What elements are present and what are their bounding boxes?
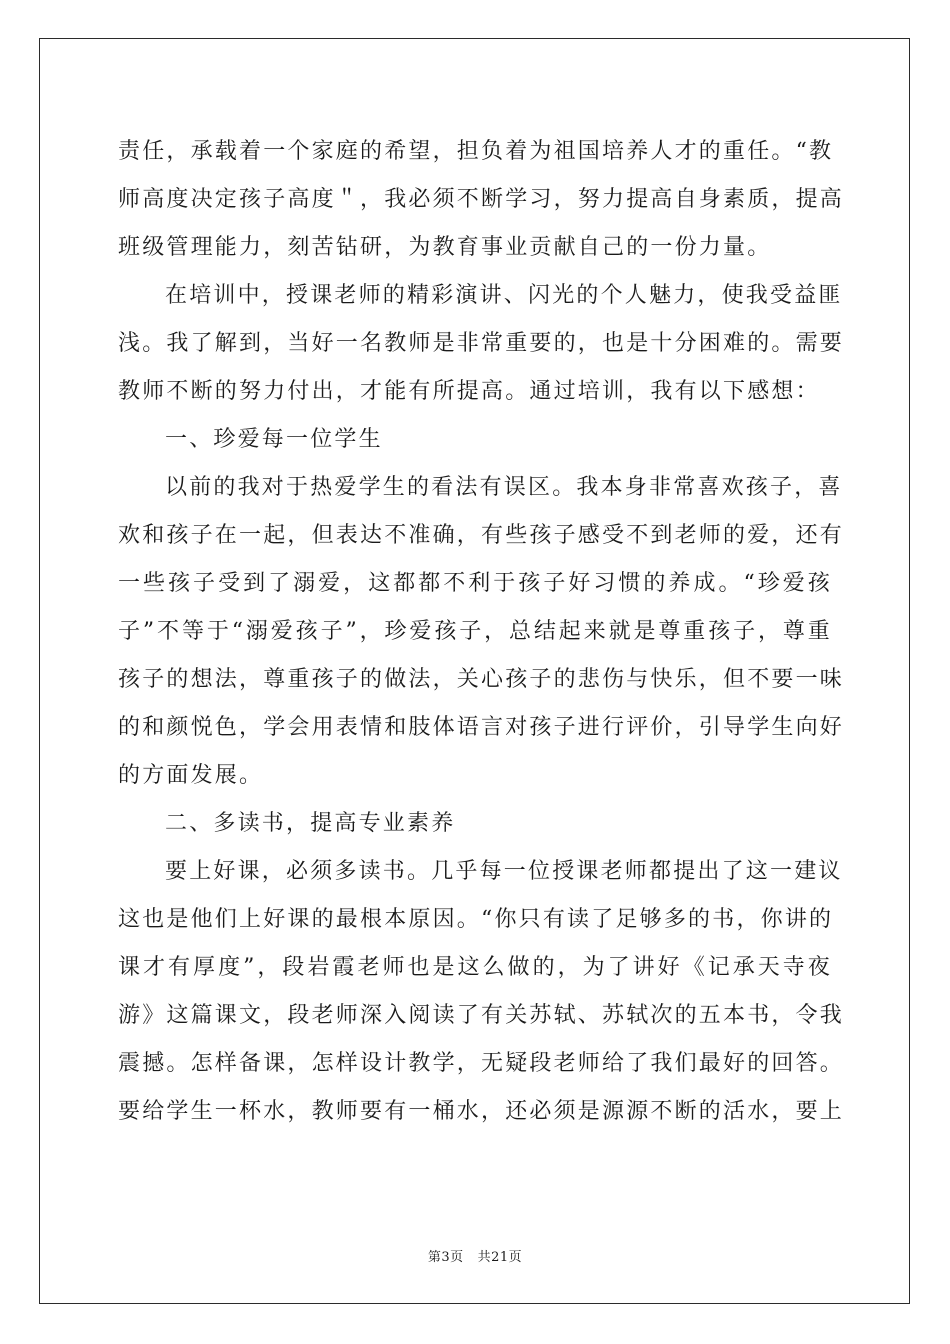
text-line: 教师不断的努力付出，才能有所提高。通过培训，我有以下感想： <box>118 379 820 404</box>
text-line: 师高度决定孩子高度＂，我必须不断学习，努力提高自身素质，提高 <box>118 187 845 212</box>
text-line: 的方面发展。 <box>118 763 264 788</box>
text-line: 责任，承载着一个家庭的希望，担负着为祖国培养人才的重任。“教 <box>118 139 834 164</box>
text-line: 游》这篇课文，段老师深入阅读了有关苏轼、苏轼次的五本书，令我 <box>118 1003 845 1028</box>
text-line: 在培训中，授课老师的精彩演讲、闪光的个人魅力，使我受益匪 <box>165 283 843 308</box>
text-line: 子”不等于“溺爱孩子”，珍爱孩子，总结起来就是尊重孩子，尊重 <box>118 619 832 644</box>
page-number: 第3页 <box>427 1250 464 1265</box>
text-line: 要给学生一杯水，教师要有一桶水，还必须是源源不断的活水，要上 <box>118 1099 845 1124</box>
text-line: 课才有厚度”，段岩霞老师也是这么做的，为了讲好《记承天寺夜 <box>118 955 832 980</box>
text-line: 的和颜悦色，学会用表情和肢体语言对孩子进行评价，引导学生向好 <box>118 715 845 740</box>
text-line: 欢和孩子在一起，但表达不准确，有些孩子感受不到老师的爱，还有 <box>118 523 845 548</box>
text-line: 以前的我对于热爱学生的看法有误区。我本身非常喜欢孩子，喜 <box>165 475 843 500</box>
text-line: 浅。我了解到，当好一名教师是非常重要的，也是十分困难的。需要 <box>118 331 845 356</box>
page-footer <box>0 1246 950 1265</box>
text-line: 这也是他们上好课的最根本原因。“你只有读了足够多的书，你讲的 <box>118 907 834 932</box>
text-line: 孩子的想法，尊重孩子的做法，关心孩子的悲伤与快乐，但不要一味 <box>118 667 845 692</box>
text-line: 班级管理能力，刻苦钻研，为教育事业贡献自己的一份力量。 <box>118 235 772 260</box>
text-line: 一、珍爱每一位学生 <box>165 427 383 452</box>
text-line: 二、多读书，提高专业素养 <box>165 811 456 836</box>
text-line: 震撼。怎样备课，怎样设计教学，无疑段老师给了我们最好的回答。 <box>118 1051 845 1076</box>
text-line: 一些孩子受到了溺爱，这都都不利于孩子好习惯的养成。“珍爱孩 <box>118 571 832 596</box>
page-total: 共21页 <box>477 1250 523 1265</box>
text-line: 要上好课，必须多读书。几乎每一位授课老师都提出了这一建议 <box>165 859 843 884</box>
document-body <box>118 128 845 1136</box>
